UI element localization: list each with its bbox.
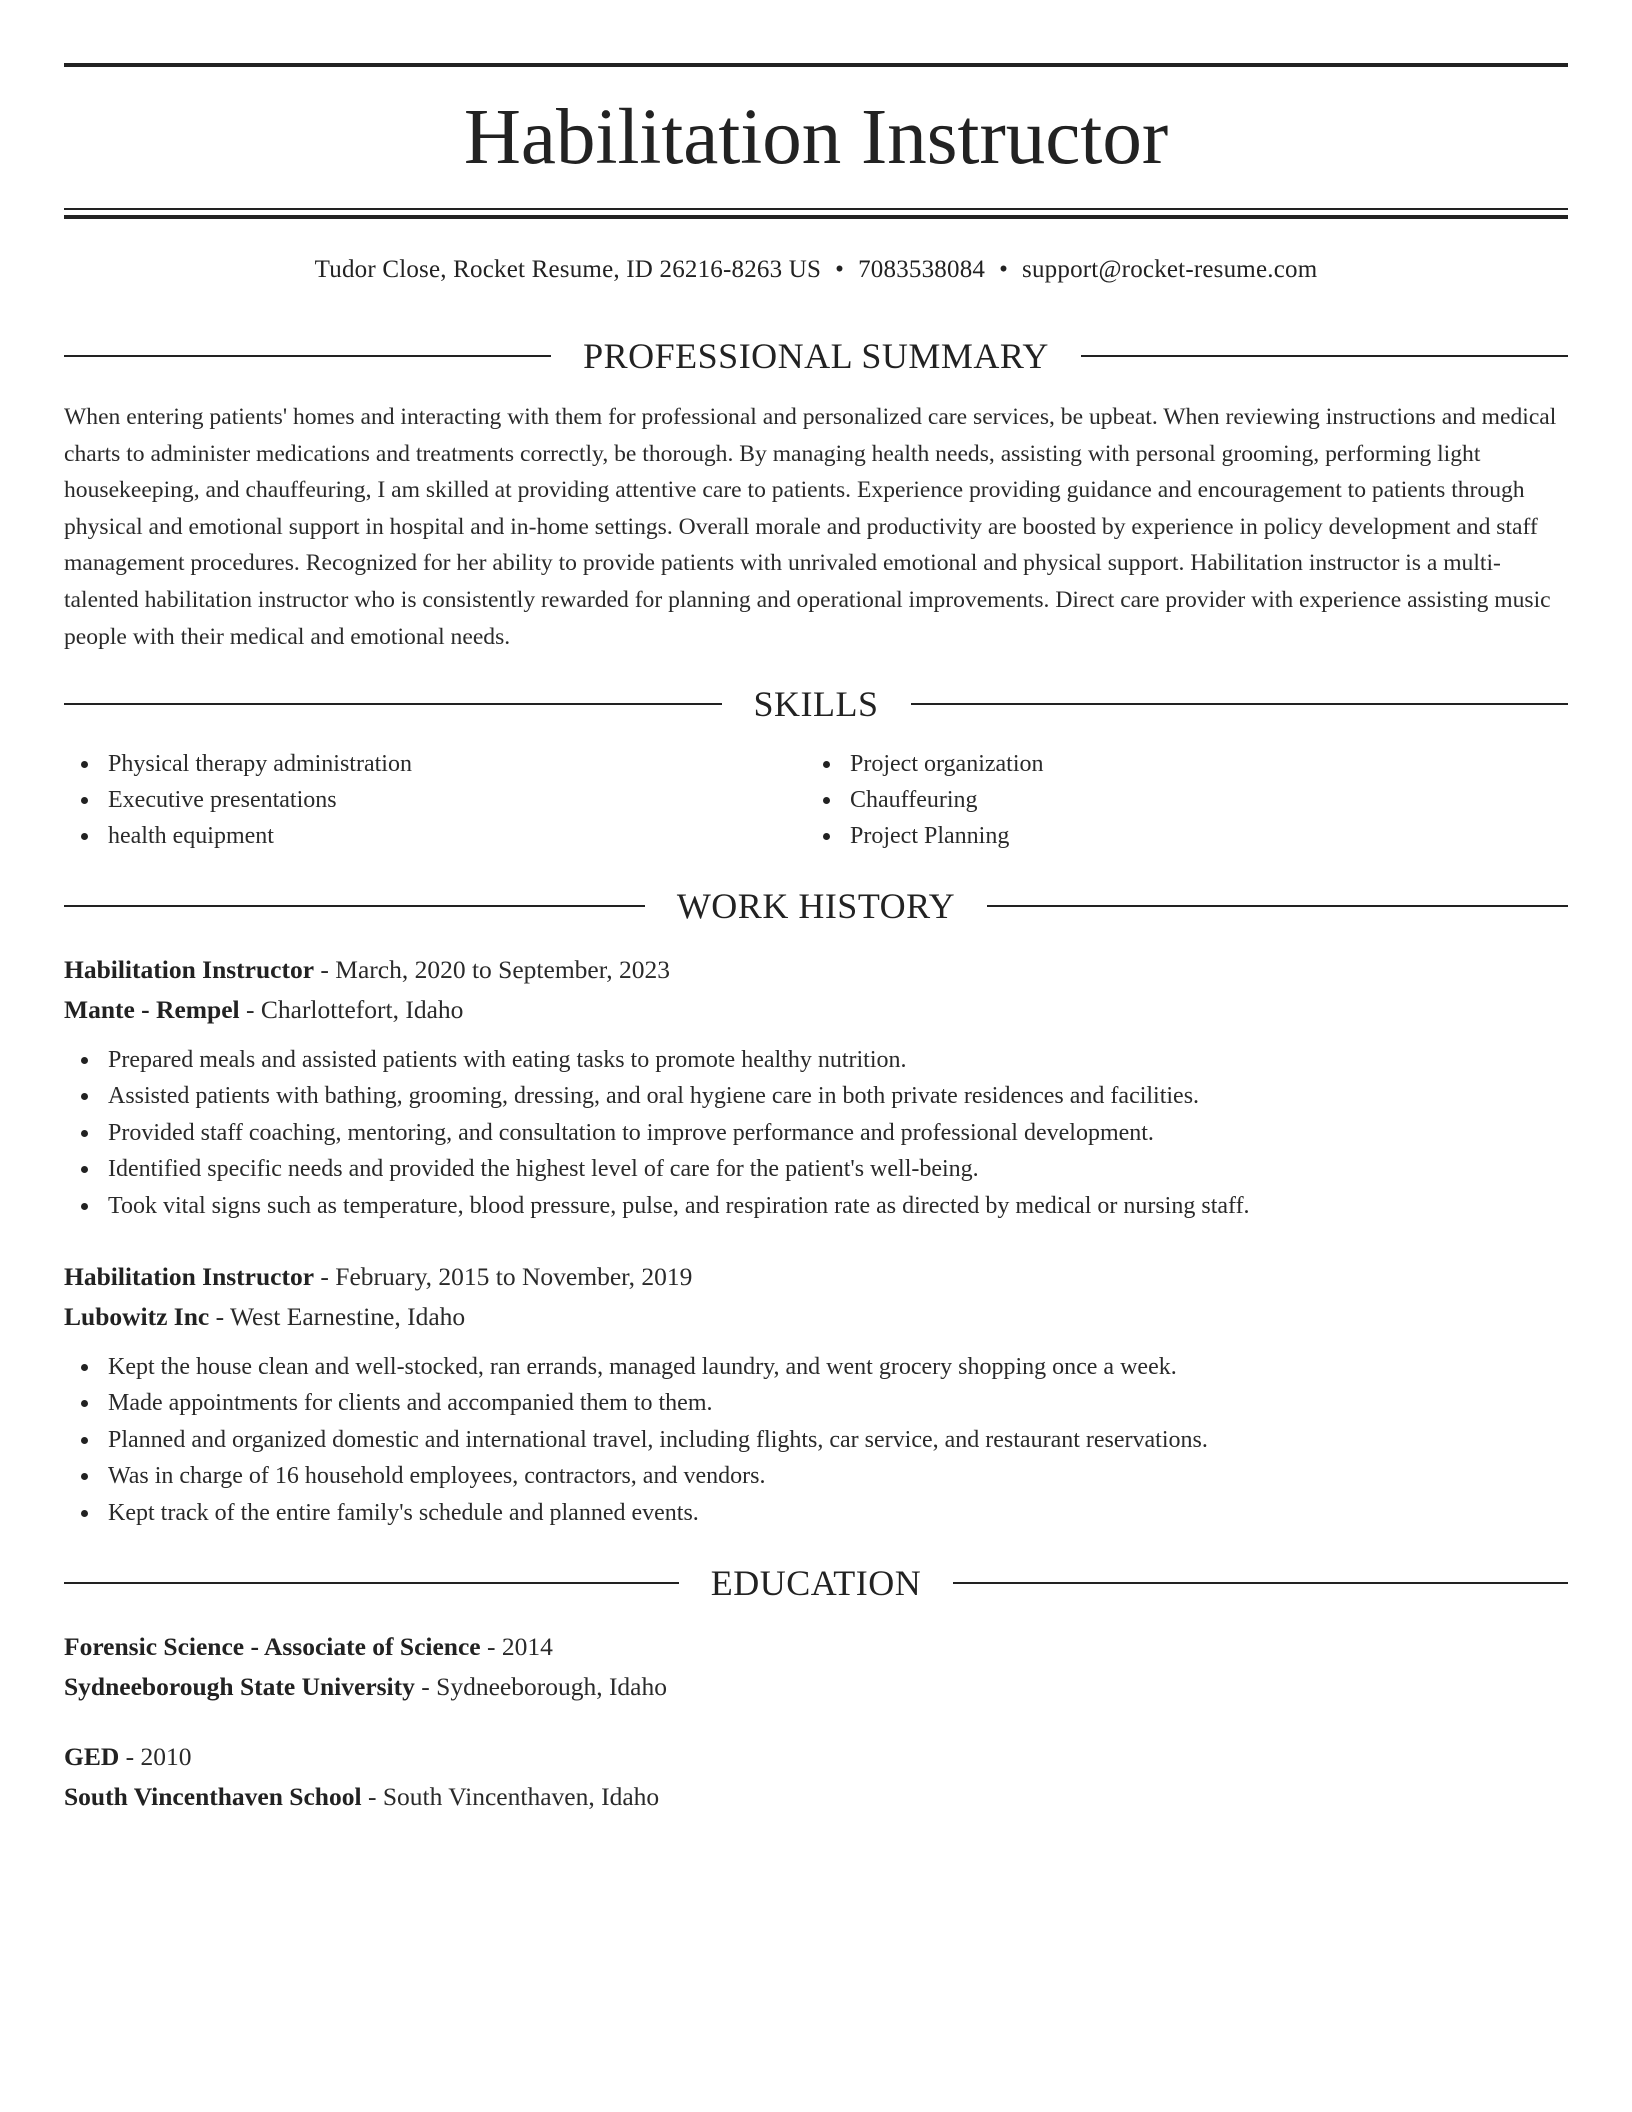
degree-heading bbox=[64, 1737, 1568, 1777]
section-header-skills bbox=[64, 682, 1568, 726]
job-bullet: Kept the house clean and well-stocked, ran errands, managed laundry, and went grocery shopping once a week. bbox=[108, 1349, 1568, 1385]
job-bullet: Took vital signs such as temperature, blood pressure, pulse, and respiration rate as directed by medical or nursing staff. bbox=[108, 1188, 1568, 1224]
education-entry bbox=[64, 1627, 1568, 1707]
section-header-summary bbox=[64, 334, 1568, 378]
summary-text: When entering patients' homes and interacting with them for professional and personalized care services, be upbeat. When reviewing instructions and medical charts to administer medications and treatments correctly, be thorough. By managing health needs, assisting with personal grooming, performing light housekeeping, and chauffeuring, I am skilled at providing attentive care to patients. Experience providing guidance and encouragement to patients through physical and emotional support in hospital and in-home settings. Overall morale and productivity are boosted by experience in policy development and staff management procedures. Recognized for her ability to provide patients with unrivaled emotional and physical support. Habilitation instructor is a multi-talented habilitation instructor who is consistently rewarded for planning and operational improvements. Direct care provider with experience assisting music people with their medical and emotional needs. bbox=[64, 404, 1557, 650]
section-title: PROFESSIONAL SUMMARY bbox=[583, 336, 1049, 376]
job-title: Habilitation Instructor bbox=[64, 1262, 315, 1291]
job-heading bbox=[64, 1257, 1568, 1297]
contact-email: support@rocket-resume.com bbox=[1022, 256, 1318, 283]
section-header-education bbox=[64, 1561, 1568, 1605]
section-rule bbox=[64, 1582, 679, 1584]
job-bullet: Prepared meals and assisted patients with eating tasks to promote healthy nutrition. bbox=[108, 1042, 1568, 1078]
company-name: Lubowitz Inc bbox=[64, 1302, 210, 1331]
contact-separator: • bbox=[999, 256, 1009, 283]
job-dates: - March, 2020 to September, 2023 bbox=[314, 955, 670, 984]
job-dates: - February, 2015 to November, 2019 bbox=[314, 1262, 693, 1291]
job-bullets bbox=[64, 1042, 1568, 1224]
section-rule bbox=[64, 355, 551, 357]
title-rule-thick bbox=[64, 215, 1568, 219]
contact-phone: 7083538084 bbox=[858, 256, 986, 283]
contact-line bbox=[64, 252, 1568, 288]
degree-heading bbox=[64, 1627, 1568, 1667]
skill-item: Project organization bbox=[850, 746, 1548, 782]
job-heading bbox=[64, 950, 1568, 990]
skill-item: health equipment bbox=[108, 818, 806, 854]
skills-column-right bbox=[806, 746, 1548, 854]
section-rule bbox=[987, 905, 1568, 907]
section-rule bbox=[64, 703, 722, 705]
skill-item: Executive presentations bbox=[108, 782, 806, 818]
school-line bbox=[64, 1667, 1568, 1707]
company-location: - Charlottefort, Idaho bbox=[239, 995, 464, 1024]
job-bullet: Identified specific needs and provided the highest level of care for the patient's well-being. bbox=[108, 1151, 1568, 1187]
title-rule-thin bbox=[64, 208, 1568, 210]
skill-item: Project Planning bbox=[850, 818, 1548, 854]
page-title: Habilitation Instructor bbox=[463, 94, 1169, 181]
school-location: - Sydneeborough, Idaho bbox=[414, 1672, 668, 1701]
section-rule bbox=[953, 1582, 1568, 1584]
job-bullet: Made appointments for clients and accompanied them to them. bbox=[108, 1385, 1568, 1421]
job-bullet: Provided staff coaching, mentoring, and consultation to improve performance and professional development. bbox=[108, 1115, 1568, 1151]
school-location: - South Vincenthaven, Idaho bbox=[361, 1782, 660, 1811]
job-bullet: Assisted patients with bathing, grooming, dressing, and oral hygiene care in both private residences and facilities. bbox=[108, 1078, 1568, 1114]
education-entry bbox=[64, 1737, 1568, 1817]
skills-list bbox=[64, 746, 1568, 854]
degree-year: - 2014 bbox=[480, 1632, 553, 1661]
job-bullet: Planned and organized domestic and international travel, including flights, car service, and restaurant reservations. bbox=[108, 1422, 1568, 1458]
skill-item: Physical therapy administration bbox=[108, 746, 806, 782]
degree-name: GED bbox=[64, 1742, 120, 1771]
school-name: Sydneeborough State University bbox=[64, 1672, 415, 1701]
job-bullet: Was in charge of 16 household employees, contractors, and vendors. bbox=[108, 1458, 1568, 1494]
work-entry bbox=[64, 1257, 1568, 1531]
degree-name: Forensic Science - Associate of Science bbox=[64, 1632, 481, 1661]
section-rule bbox=[911, 703, 1569, 705]
degree-year: - 2010 bbox=[119, 1742, 192, 1771]
job-bullet: Kept track of the entire family's schedule and planned events. bbox=[108, 1495, 1568, 1531]
company-name: Mante - Rempel bbox=[64, 995, 240, 1024]
contact-separator: • bbox=[835, 256, 845, 283]
company-location: - West Earnestine, Idaho bbox=[209, 1302, 466, 1331]
section-title: WORK HISTORY bbox=[676, 886, 956, 926]
section-rule bbox=[1081, 355, 1568, 357]
skills-column-left bbox=[64, 746, 806, 854]
top-rule bbox=[64, 63, 1568, 67]
school-name: South Vincenthaven School bbox=[64, 1782, 362, 1811]
section-rule bbox=[64, 905, 645, 907]
contact-address: Tudor Close, Rocket Resume, ID 26216-8263 US bbox=[314, 256, 822, 283]
work-entry bbox=[64, 950, 1568, 1224]
school-line bbox=[64, 1777, 1568, 1817]
job-title: Habilitation Instructor bbox=[64, 955, 315, 984]
section-header-work bbox=[64, 884, 1568, 928]
job-bullets bbox=[64, 1349, 1568, 1531]
section-title: SKILLS bbox=[753, 684, 879, 724]
job-employer bbox=[64, 990, 1568, 1030]
section-title: EDUCATION bbox=[710, 1563, 922, 1603]
skill-item: Chauffeuring bbox=[850, 782, 1548, 818]
job-employer bbox=[64, 1297, 1568, 1337]
